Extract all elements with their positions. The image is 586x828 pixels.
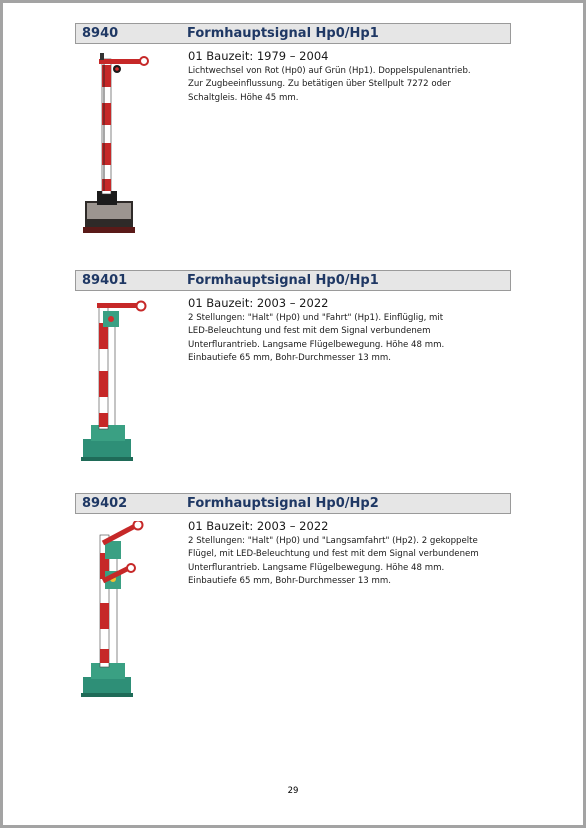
catalog-entry-89402 [75,493,511,586]
entry-description [188,49,508,105]
catalog-entry-89401 [75,270,511,363]
description-line: LED-Beleuchtung und fest mit dem Signal verbundenem [188,326,431,337]
description-line: Zur Zugbeeinflussung. Zu betätigen über Stellpult 7272 oder [188,79,451,90]
signal-photo-89402 [75,521,155,701]
description-line: Einbautiefe 65 mm, Bohr-Durchmesser 13 mm. [188,575,391,586]
signal-photo-8940 [75,51,155,239]
entry-description [188,296,508,365]
entry-header [75,270,511,291]
entry-description [188,519,508,588]
entry-header [75,493,511,514]
product-title: Formhauptsignal Hp0/Hp2 [187,496,379,511]
description-line: Lichtwechsel von Rot (Hp0) auf Grün (Hp1). Doppelspulenantrieb. [188,66,471,76]
article-number: 89402 [82,496,128,511]
bauzeit-label: 01 Bauzeit: 2003 – 2022 [188,296,329,310]
page-number: 29 [287,786,299,796]
description-line: Schaltgleis. Höhe 45 mm. [188,92,299,103]
bauzeit-label: 01 Bauzeit: 1979 – 2004 [188,49,329,63]
article-number: 8940 [82,26,119,41]
description-line: 2 Stellungen: "Halt" (Hp0) und "Fahrt" (Hp1). Einflüglig, mit [188,313,444,323]
product-title: Formhauptsignal Hp0/Hp1 [187,26,379,41]
description-line: Einbautiefe 65 mm, Bohr-Durchmesser 13 mm. [188,352,391,363]
description-line: 2 Stellungen: "Halt" (Hp0) und "Langsamfahrt" (Hp2). 2 gekoppelte [188,536,478,546]
description-line: Unterflurantrieb. Langsame Flügelbewegung. Höhe 48 mm. [188,339,445,350]
catalog-entry-8940 [75,23,511,103]
entry-header [75,23,511,44]
signal-photo-89401 [75,297,155,462]
product-title: Formhauptsignal Hp0/Hp1 [187,273,379,288]
description-line: Unterflurantrieb. Langsame Flügelbewegung. Höhe 48 mm. [188,562,445,573]
article-number: 89401 [82,273,128,288]
description-line: Flügel, mit LED-Beleuchtung und fest mit dem Signal verbundenem [188,549,479,560]
bauzeit-label: 01 Bauzeit: 2003 – 2022 [188,519,329,533]
